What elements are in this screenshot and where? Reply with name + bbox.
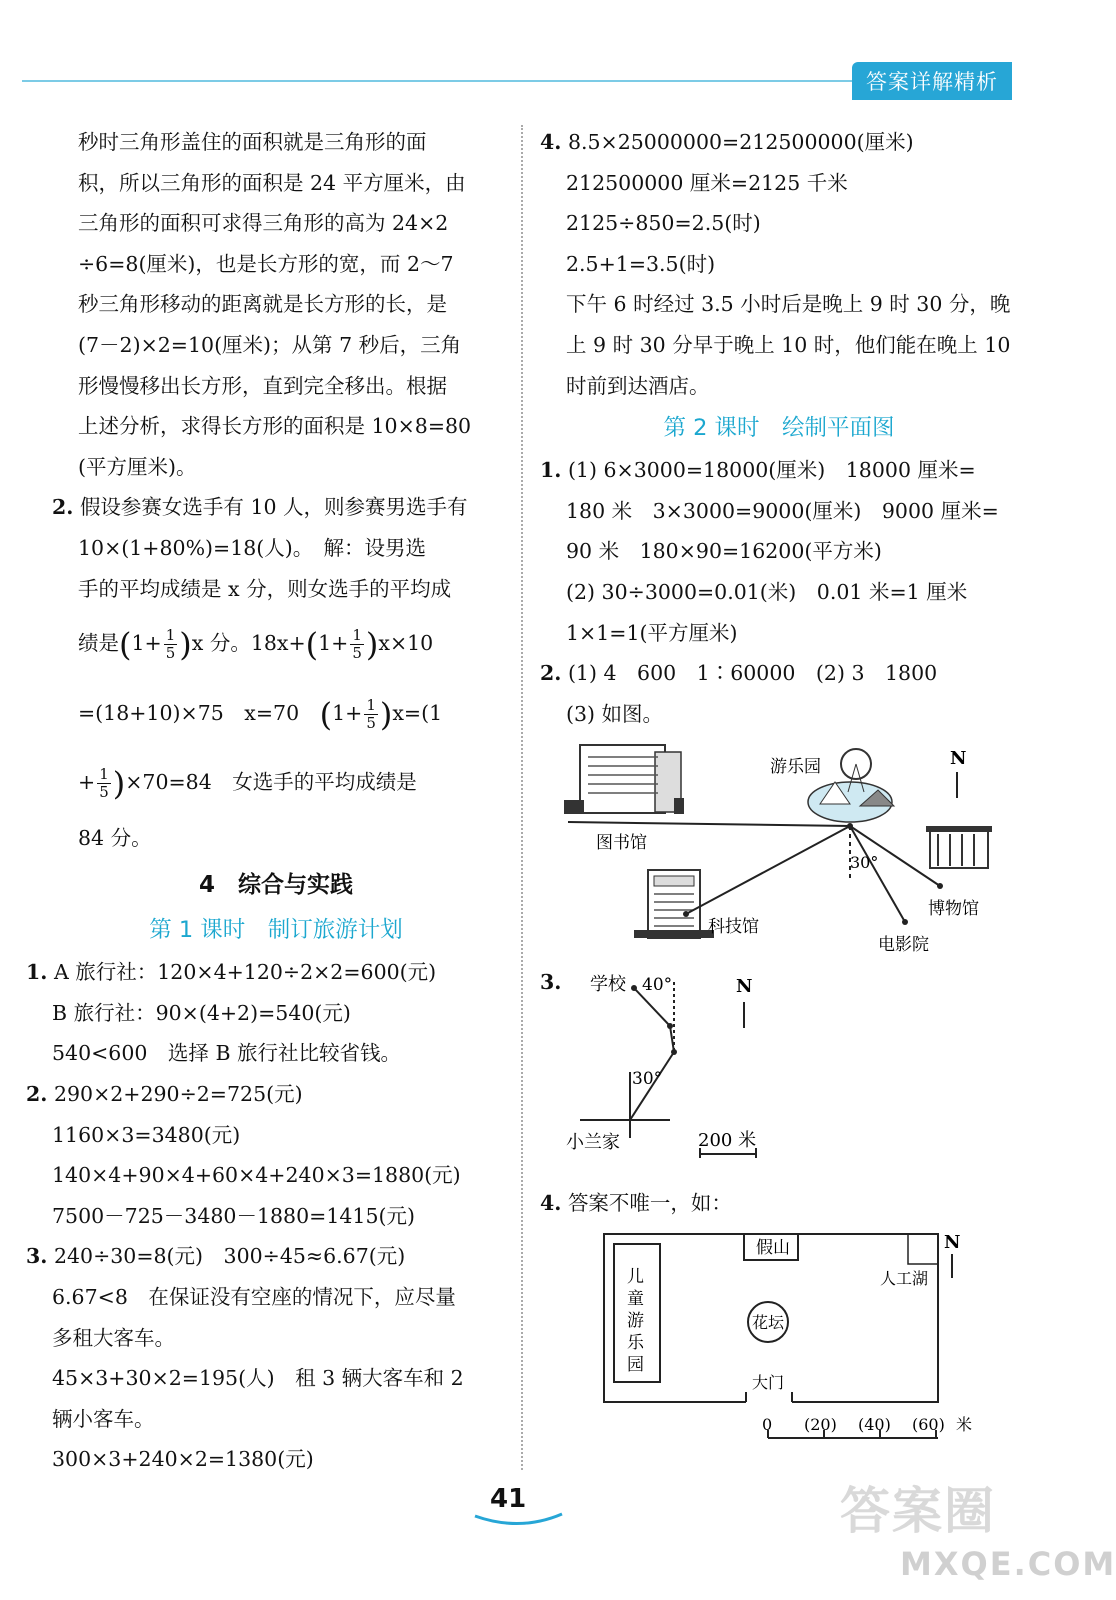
text: 1+ [131,631,162,656]
park-label: 乐 [627,1333,644,1353]
text-line: A 旅行社：120×4+120÷2×2=600(元) [53,960,437,985]
fraction: $\frac{1}{5}$ [366,695,376,732]
museum-label: 博物馆 [928,899,979,919]
angle-label: 30° [632,1069,663,1089]
page-number: 41 [490,1484,527,1514]
text-line: 答案不唯一，如： [567,1191,732,1215]
question-number: 2. [540,661,562,686]
fraction: $\frac{1}{5}$ [99,765,109,802]
text-line: 积，所以三角形的面积是 24 平方厘米，由 [78,170,466,195]
north-label: N [736,976,753,997]
scale-unit: 米 [956,1415,973,1434]
text-line: 辆小客车。 [52,1406,155,1431]
text-line: 1×1=1(平方厘米) [566,620,738,645]
watermark-url: MXQE.COM [900,1545,1116,1583]
page-number-swoosh [470,1510,570,1530]
map-figure-2 [560,962,820,1172]
text-line: 手的平均成绩是 x 分，则女选手的平均成 [78,576,452,601]
text-line: ÷6=8(厘米)，也是长方形的宽，而 2～7 [78,251,454,276]
text-line: 上述分析，求得长方形的面积是 10×8=80 [78,414,472,439]
science-museum-label: 科技馆 [708,917,759,937]
text: =(18+10)×75 x=70 [78,700,300,725]
lake-label: 人工湖 [880,1269,929,1288]
text-line: 下午 6 时经过 3.5 小时后是晚上 9 时 30 分，晚 [566,292,1011,317]
header-rule [22,80,852,82]
park-label: 游 [627,1311,644,1331]
text: x×10 [378,631,434,656]
question-number: 3. [540,970,562,994]
text-line: 300×3+240×2=1380(元) [52,1447,314,1472]
angle-label: 30° [850,853,879,872]
park-label: 儿 [627,1267,644,1287]
text-line: 6.67<8 在保证没有空座的情况下，应尽量 [52,1284,456,1309]
cinema-label: 电影院 [878,935,929,955]
text-line: 7500－725－3480－1880=1415(元) [52,1203,415,1228]
section-title: 4 综合与实践 [198,872,353,899]
text-line: 240÷30=8(元) 300÷45≈6.67(元) [53,1244,406,1269]
question-number: 4. [540,1191,562,1215]
rockery-label: 假山 [756,1238,790,1258]
text-line: 2.5+1=3.5(时) [566,251,716,276]
text: + [78,770,96,795]
north-label: N [950,748,967,769]
q4-line [540,1186,732,1216]
flower-bed-label: 花坛 [752,1313,785,1332]
text-line: 290×2+290÷2=725(元) [53,1082,303,1106]
lesson-title: 第 2 课时 绘制平面图 [663,415,895,442]
fraction: $\frac{1}{5}$ [165,626,176,663]
question-number: 2. [26,1082,48,1106]
north-label: N [944,1232,961,1253]
text-line: (3) 如图。 [566,701,664,726]
amusement-park-label: 游乐园 [770,757,821,777]
text-line: 180 米 3×3000=9000(厘米) 9000 厘米= [566,498,999,523]
text-line: 212500000 厘米=2125 千米 [566,170,848,195]
park-plan-figure [596,1226,986,1446]
text-line: 8.5×25000000=212500000(厘米) [567,130,914,154]
watermark-logo: 答案圈 [840,1482,996,1540]
text-line: (平方厘米)。 [78,454,197,479]
science-museum-building [634,870,714,938]
answers-lesson1 [26,952,500,1480]
text-line: 三角形的面积可求得三角形的高为 24×2 [78,211,449,236]
question-number: 3. [26,1244,48,1269]
text-line: (1) 6×3000=18000(厘米) 18000 厘米= [567,458,976,483]
scale-tick: (60) [912,1415,945,1434]
question-number: 1. [540,458,562,483]
text: x=(1 [392,700,443,725]
text-line: 上 9 时 30 分早于晚上 10 时，他们能在晚上 10 [566,332,1011,357]
library-label: 图书馆 [596,833,647,853]
scale-tick: (20) [804,1415,837,1434]
text-line: 84 分。 [78,825,152,850]
text-line: 假设参赛女选手有 10 人，则参赛男选手有 [79,495,468,520]
left-column [26,122,500,1480]
fraction: $\frac{1}{5}$ [352,626,362,663]
text: 绩是 [78,631,119,656]
gate-label: 大门 [752,1373,785,1392]
text-line: 45×3+30×2=195(人) 租 3 辆大客车和 2 [52,1366,464,1391]
question-number: 2. [52,495,74,520]
text-line: 10×(1+80%)=18(人)。 解：设男选 [78,535,427,560]
museum-building [926,826,992,868]
formula-line: 绩是(1+ $\frac{1}{5}$ )x 分。18x+(1+ $\frac{1}{5}$ )x×10 [78,625,434,664]
column-divider [521,125,523,1470]
home-label: 小兰家 [566,1132,620,1153]
text-line: (2) 30÷3000=0.01(米) 0.01 米=1 厘米 [566,579,968,604]
text-line: (7－2)×2=10(厘米)；从第 7 秒后，三角 [78,332,462,357]
text-line: 秒时三角形盖住的面积就是三角形的面 [78,130,427,154]
text: 1+ [332,700,363,725]
text-line: 秒三角形移动的距离就是长方形的长，是 [78,292,447,317]
scale-tick: (40) [858,1415,891,1434]
park-label: 童 [627,1289,644,1309]
p1-block [52,122,500,487]
school-label: 学校 [590,974,626,995]
text-line: (1) 4 600 1∶60000 (2) 3 1800 [567,661,938,686]
formula-line: + $\frac{1}{5}$ )×70=84 女选手的平均成绩是 [78,764,417,803]
question-number: 1. [26,960,48,985]
text-line: 2125÷850=2.5(时) [566,211,761,236]
text-line: 540<600 选择 B 旅行社比较省钱。 [52,1041,402,1066]
scale-tick: 0 [762,1415,773,1434]
question-number: 4. [540,130,562,154]
text-line: 1160×3=3480(元) [52,1122,241,1147]
text: 1+ [318,631,349,656]
library-building [564,745,684,814]
text-line: 多租大客车。 [52,1325,175,1350]
text: x 分。18x+ [191,631,306,656]
text-line: 形慢慢移出长方形，直到完全移出。根据 [78,373,447,398]
text-line: B 旅行社：90×(4+2)=540(元) [52,1000,351,1025]
text-line: 时前到达酒店。 [566,373,710,398]
header-tab: 答案详解精析 [852,62,1012,100]
text-line: 140×4+90×4+60×4+240×3=1880(元) [52,1163,461,1188]
map-figure-1 [560,742,1030,957]
lesson-title: 第 1 课时 制订旅游计划 [149,917,403,944]
scale-label: 200 米 [698,1130,757,1151]
right-column [540,122,1018,734]
q2-first-line [52,487,500,528]
formula-line: =(18+10)×75 x=70 (1+ $\frac{1}{5}$ )x=(1 [78,695,443,734]
angle-label: 40° [642,975,673,995]
park-label: 园 [627,1355,644,1375]
text-line: 90 米 180×90=16200(平方米) [566,539,882,564]
text: ×70=84 女选手的平均成绩是 [125,770,417,795]
